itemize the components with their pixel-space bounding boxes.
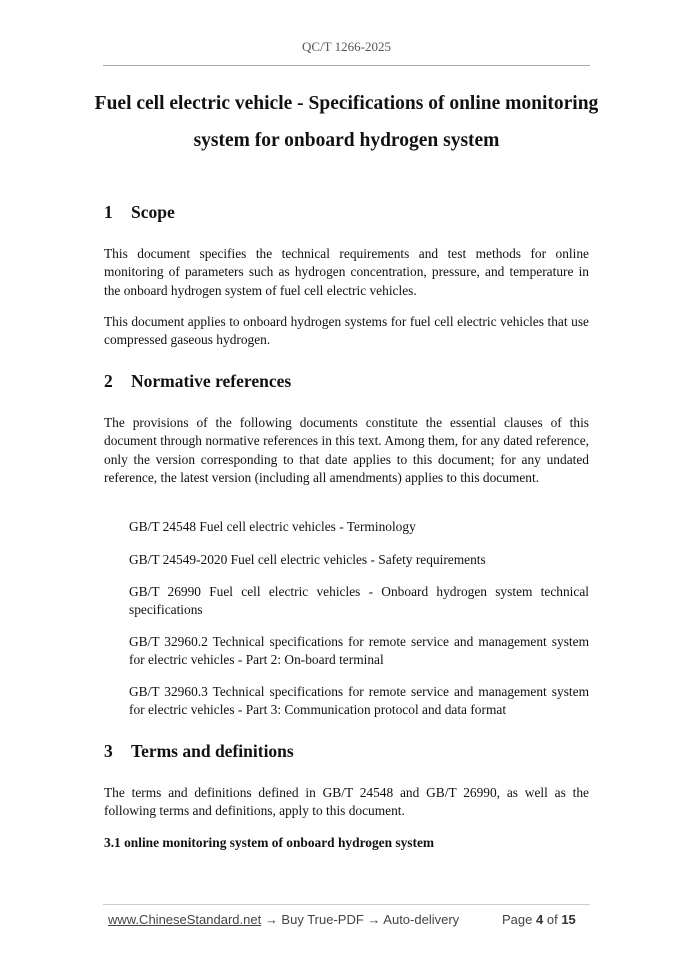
section-heading-scope	[104, 202, 175, 223]
footer-promo-text: → Buy True-PDF → Auto-delivery	[261, 912, 460, 927]
section-number: 1	[104, 202, 113, 222]
section-heading-normative-references	[104, 371, 291, 392]
page-indicator	[502, 912, 576, 927]
section-number: 2	[104, 371, 113, 391]
of-label: of	[546, 912, 558, 927]
section-title: Terms and definitions	[131, 741, 294, 761]
reference-item: GB/T 32960.3 Technical specifications for remote service and management system for electric vehicles - Part 3: Communication protocol and data format	[129, 684, 589, 718]
footer-divider	[103, 904, 590, 905]
terms-intro-paragraph: The terms and definitions defined in GB/T 24548 and GB/T 26990, as well as the following terms and definitions, apply to this document.	[104, 785, 589, 819]
subsection-heading-3-1: 3.1 online monitoring system of onboard hydrogen system	[104, 835, 435, 850]
chinesestandard-link[interactable]: www.ChineseStandard.net	[108, 912, 262, 927]
current-page: 4	[536, 912, 544, 927]
section-heading-terms-and-definitions	[104, 741, 294, 762]
reference-item: GB/T 26990 Fuel cell electric vehicles - Onboard hydrogen system technical specifications	[129, 584, 589, 618]
section-title: Normative references	[131, 371, 292, 391]
reference-item: GB/T 24549-2020 Fuel cell electric vehicles - Safety requirements	[129, 552, 486, 567]
footer-promo	[108, 912, 459, 927]
header-divider	[103, 65, 590, 66]
scope-paragraph-1: This document specifies the technical requirements and test methods for online monitoring of parameters such as hydrogen concentration, pressure, and temperature in the onboard hydrogen system of fuel cell electric vehicles.	[104, 246, 589, 298]
document-title-line-1: Fuel cell electric vehicle - Specifications of online monitoring	[94, 93, 599, 114]
normative-intro-paragraph: The provisions of the following documents constitute the essential clauses of this document through normative references in this text. Among them, for any dated reference, only the version corresponding to that date applies to this document; for any undated reference, the latest version (including all amendments) applies to this document.	[104, 415, 589, 485]
reference-item: GB/T 32960.2 Technical specifications for remote service and management system for electric vehicles - Part 2: On-board terminal	[129, 634, 589, 668]
document-title-line-2: system for onboard hydrogen system	[193, 130, 500, 151]
section-title: Scope	[131, 202, 175, 222]
page-label: Page	[502, 912, 533, 927]
document-code-header: QC/T 1266-2025	[302, 39, 391, 54]
reference-item: GB/T 24548 Fuel cell electric vehicles - Terminology	[129, 519, 416, 534]
scope-paragraph-2: This document applies to onboard hydrogen systems for fuel cell electric vehicles that use compressed gaseous hydrogen.	[104, 314, 589, 348]
section-number: 3	[104, 741, 113, 761]
total-pages: 15	[561, 912, 576, 927]
